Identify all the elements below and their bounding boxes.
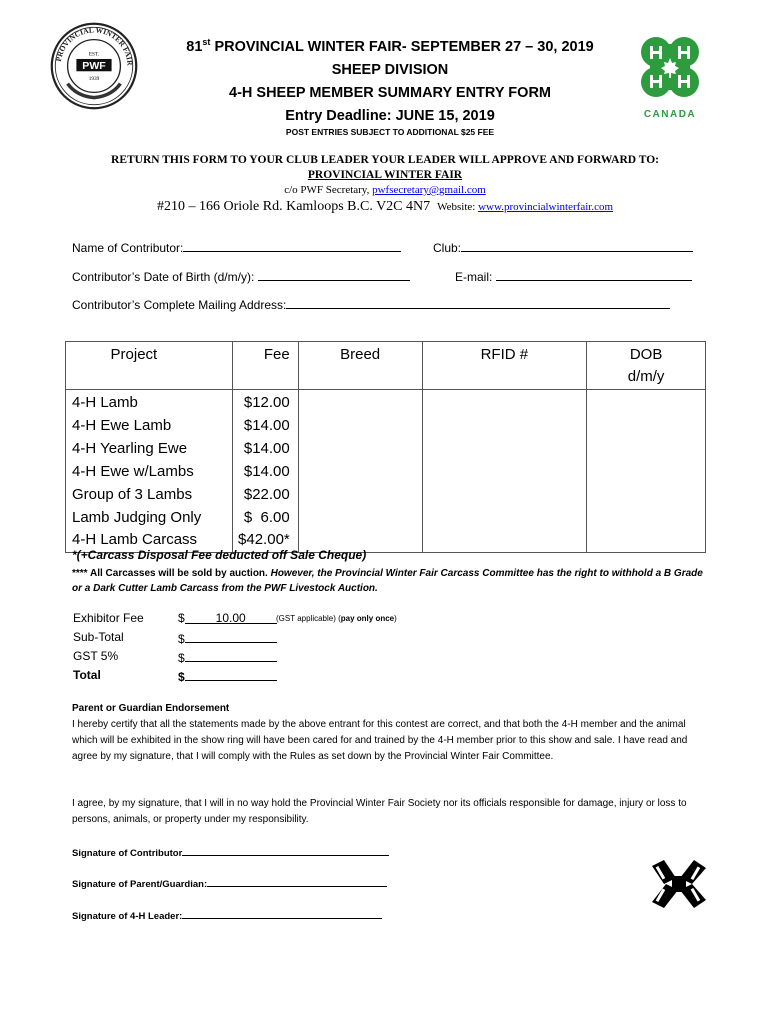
return-instructions: RETURN THIS FORM TO YOUR CLUB LEADER YOUR LEADER WILL APPROVE AND FORWARD TO: <box>111 154 659 166</box>
form-title: 4-H SHEEP MEMBER SUMMARY ENTRY FORM <box>229 85 551 101</box>
subtotal-label: Sub-Total <box>73 630 124 644</box>
endorsement-paragraph-1: I hereby certify that all the statements made by the above entrant for this contest are correct, and that both the 4-H member and the animal which will be exhibited in the show ring will have been cared for and trained by the 4-H member prior to this show and sale. I have read and agree by my signature, that I will comply with the Rules as set down by the Provincial Winter Fair Committee. <box>72 719 688 762</box>
subtotal-field[interactable] <box>185 630 277 643</box>
dob-field[interactable] <box>258 269 410 281</box>
contributor-signature-row: Signature of Contributor <box>72 846 389 859</box>
contributor-name-row: Name of Contributor: <box>72 240 401 255</box>
subtotal-row: $ <box>178 630 277 646</box>
project-entry-table <box>65 341 706 553</box>
total-field[interactable] <box>185 668 277 681</box>
col-rfid: RFID # <box>422 342 587 390</box>
project-name: Lamb Judging Only <box>72 508 202 526</box>
col-breed: Breed <box>298 342 422 390</box>
breed-entry-cell[interactable] <box>298 390 422 553</box>
rfid-entry-cell[interactable] <box>422 390 587 553</box>
fair-address: #210 – 166 Oriole Rd. Kamloops B.C. V2C 4N7 Website: www.provincialwinterfair.com <box>156 199 614 214</box>
club-row: Club: <box>433 240 693 255</box>
project-fee: $42.00* <box>238 531 290 549</box>
project-name: 4-H Yearling Ewe <box>72 439 188 457</box>
endorsement-paragraph-2: I agree, by my signature, that I will in no way hold the Provincial Winter Fair Society nor its officials responsible for damage, injury or loss to persons, animals, or property under my responsibility. <box>72 798 687 825</box>
4h-clover-icon <box>650 858 708 910</box>
contributor-name-field[interactable] <box>183 240 401 252</box>
exhibitor-fee-row: $ 10.00 <box>178 611 277 625</box>
division-title: SHEEP DIVISION <box>331 62 449 78</box>
total-label: Total <box>73 668 101 682</box>
entry-deadline: Entry Deadline: JUNE 15, 2019 <box>285 108 495 124</box>
gst-field[interactable] <box>185 649 277 662</box>
mailing-address-field[interactable] <box>286 297 670 309</box>
exhibitor-fee-value[interactable]: 10.00 <box>185 611 277 624</box>
col-project: Project <box>66 342 233 390</box>
seal-est: EST. <box>88 51 100 58</box>
project-fee: $22.00 <box>243 485 290 503</box>
secretary-email-link[interactable]: pwfsecretary@gmail.com <box>372 184 486 196</box>
endorsement-title: Parent or Guardian Endorsement <box>72 703 230 714</box>
project-fee: $ 6.00 <box>243 508 290 526</box>
seal-year: 1939 <box>88 76 100 83</box>
secretary-contact: c/o PWF Secretary, pwfsecretary@gmail.com <box>284 184 486 196</box>
carcass-fee-note: *(+Carcass Disposal Fee deducted off Sale Cheque) <box>72 548 367 562</box>
email-field[interactable] <box>496 269 692 281</box>
website-link[interactable]: www.provincialwinterfair.com <box>478 201 614 213</box>
leader-signature-field[interactable] <box>182 909 382 919</box>
email-row: E-mail: <box>455 269 692 284</box>
mailing-address-row: Contributor’s Complete Mailing Address: <box>72 297 670 312</box>
auction-note: **** All Carcasses will be sold by auction. However, the Provincial Winter Fair Carcass Committee has the right to withhold a B Grade or a Dark Cutter Lamb Carcass from the PWF Livestock Auction. <box>72 568 703 594</box>
project-name: 4-H Lamb Carcass <box>72 531 198 549</box>
table-body-row <box>66 390 706 553</box>
col-dob: DOB d/m/y <box>587 342 706 390</box>
gst-row: $ <box>178 649 277 665</box>
post-entries-note: POST ENTRIES SUBJECT TO ADDITIONAL $25 FEE <box>285 127 495 137</box>
col-fee: Fee <box>232 342 298 390</box>
project-name: 4-H Ewe w/Lambs <box>72 462 194 480</box>
project-fee: $12.00 <box>243 394 290 411</box>
project-name: 4-H Ewe Lamb <box>72 416 172 434</box>
project-fee: $14.00 <box>243 416 290 434</box>
logo-country-text: CANADA <box>643 109 697 120</box>
club-field[interactable] <box>461 240 693 252</box>
parent-signature-row: Signature of Parent/Guardian: <box>72 877 387 890</box>
exhibitor-fee-label: Exhibitor Fee <box>73 611 144 625</box>
table-header-row <box>66 342 706 390</box>
fair-title: 81st PROVINCIAL WINTER FAIR- SEPTEMBER 27 – 30, 2019 <box>186 37 594 55</box>
total-row: $ <box>178 668 277 684</box>
gst-note: (GST applicable) (pay only once) <box>276 614 397 623</box>
contributor-signature-field[interactable] <box>182 846 389 856</box>
dob-row: Contributor’s Date of Birth (d/m/y): <box>72 269 410 284</box>
seal-abbr: PWF <box>82 60 106 73</box>
project-fee: $14.00 <box>243 462 290 480</box>
project-list <box>66 390 233 553</box>
project-name: Group of 3 Lambs <box>72 485 193 503</box>
project-name: 4-H Lamb <box>72 394 138 411</box>
dob-entry-cell[interactable] <box>587 390 706 553</box>
parent-signature-field[interactable] <box>207 877 387 887</box>
seal-ring-text: PROVINCIAL WINTER FAIR <box>53 25 135 66</box>
leader-signature-row: Signature of 4-H Leader: <box>72 909 382 922</box>
return-recipient: PROVINCIAL WINTER FAIR <box>307 169 463 181</box>
gst-label: GST 5% <box>73 649 119 663</box>
project-fee: $14.00 <box>243 439 290 457</box>
fee-list <box>232 390 298 553</box>
